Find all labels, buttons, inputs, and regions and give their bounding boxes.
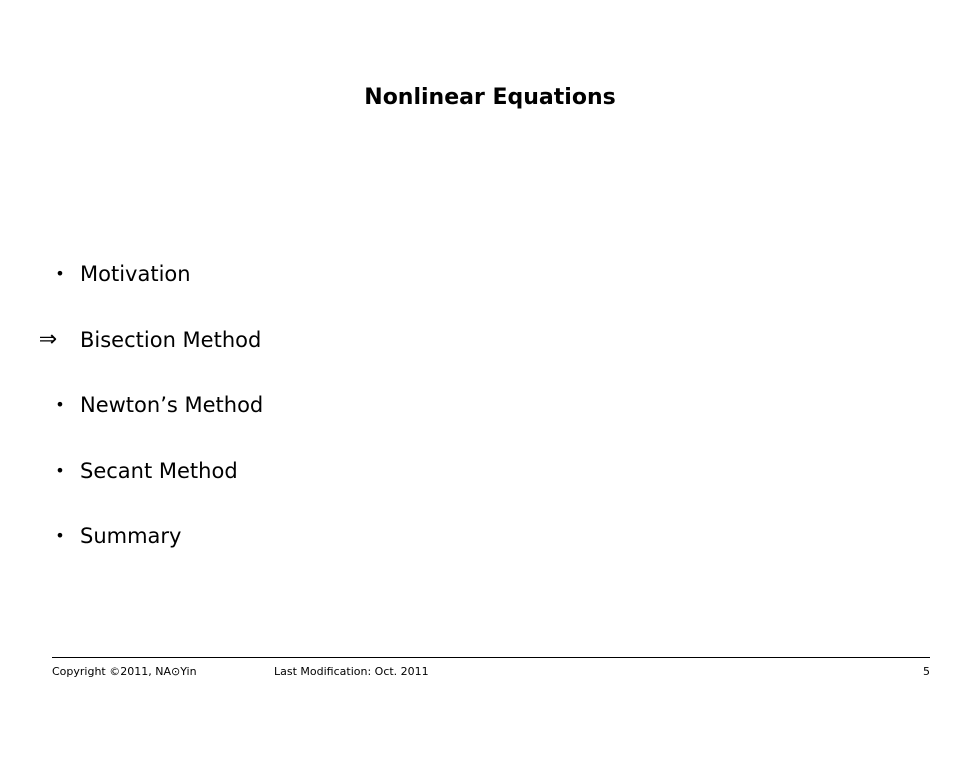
page-number: 5 bbox=[923, 665, 930, 678]
current-section-arrow-icon: ⇒ bbox=[38, 326, 58, 352]
agenda-item-label: Bisection Method bbox=[80, 327, 262, 352]
bullet-icon: • bbox=[55, 460, 65, 480]
footer-copyright: Copyright ©2011, NA⊙Yin bbox=[52, 665, 197, 678]
slide-title: Nonlinear Equations bbox=[364, 85, 616, 110]
footer-last-modification: Last Modification: Oct. 2011 bbox=[274, 665, 429, 678]
slide-footer bbox=[52, 664, 930, 680]
bullet-icon: • bbox=[55, 526, 65, 545]
footer-divider bbox=[52, 657, 930, 658]
agenda-item-label: Newton’s Method bbox=[80, 393, 264, 417]
agenda-item-label: Motivation bbox=[80, 262, 191, 286]
bullet-icon: • bbox=[55, 395, 65, 414]
agenda-item-label: Secant Method bbox=[80, 458, 238, 483]
bullet-icon: • bbox=[55, 264, 65, 283]
agenda-item-label: Summary bbox=[80, 524, 182, 548]
